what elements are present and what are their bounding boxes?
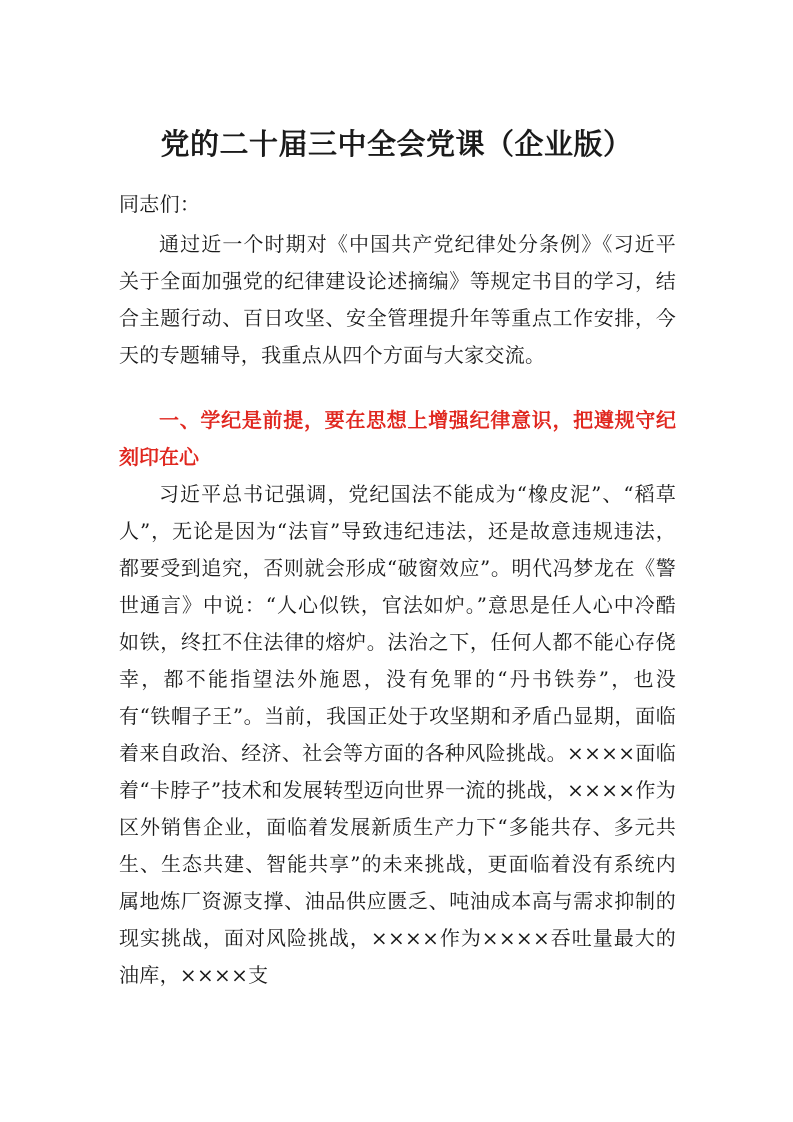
paragraph-section-1-text: 习近平总书记强调，党纪国法不能成为“橡皮泥”、“稻草人”，无论是因为“法盲”导致违纪违法，还是故意违规违法，都要受到追究，否则就会形成“破窗效应”。明代冯梦龙在《警世通言》中说：“人心似铁，官法如炉。”意思是任人心中冷酷如铁，终扛不住法律的熔炉。法治之下，任何人都不能心存侥幸，都不能指望法外施恩，没有免罪的“丹书铁券”，也没有“铁帽子王”。当前，我国正处于攻坚期和矛盾凸显期，面临着来自政治、经济、社会等方面的各种风险挑战。××××面临着“卡脖子”技术和发展转型迈向世界一流的挑战，××××作为区外销售企业，面临着发展新质生产力下“多能共存、多元共生、生态共建、智能共享”的未来挑战，更面临着没有系统内属地炼厂资源支撑、油品供应匮乏、吨油成本高与需求抑制的现实挑战，面对风险挑战，××××作为××××吞吐量最大的油库，××××支 xyxy=(119,482,676,987)
salutation: 同志们： xyxy=(119,192,201,216)
paragraph-intro-text: 通过近一个时期对《中国共产党纪律处分条例》《习近平关于全面加强党的纪律建设论述摘编》等规定书目的学习，结合主题行动、百日攻坚、安全管理提升年等重点工作安排，今天的专题辅导，我重点从四个方面与大家交流。 xyxy=(119,232,676,367)
paragraph-intro xyxy=(119,226,676,374)
section-heading-1-text: 一、学纪是前提，要在思想上增强纪律意识，把遵规守纪刻印在心 xyxy=(119,408,676,469)
paragraph-section-1 xyxy=(119,476,676,994)
section-heading-1 xyxy=(119,402,676,476)
document-title: 党的二十届三中全会党课（企业版） xyxy=(160,127,633,161)
